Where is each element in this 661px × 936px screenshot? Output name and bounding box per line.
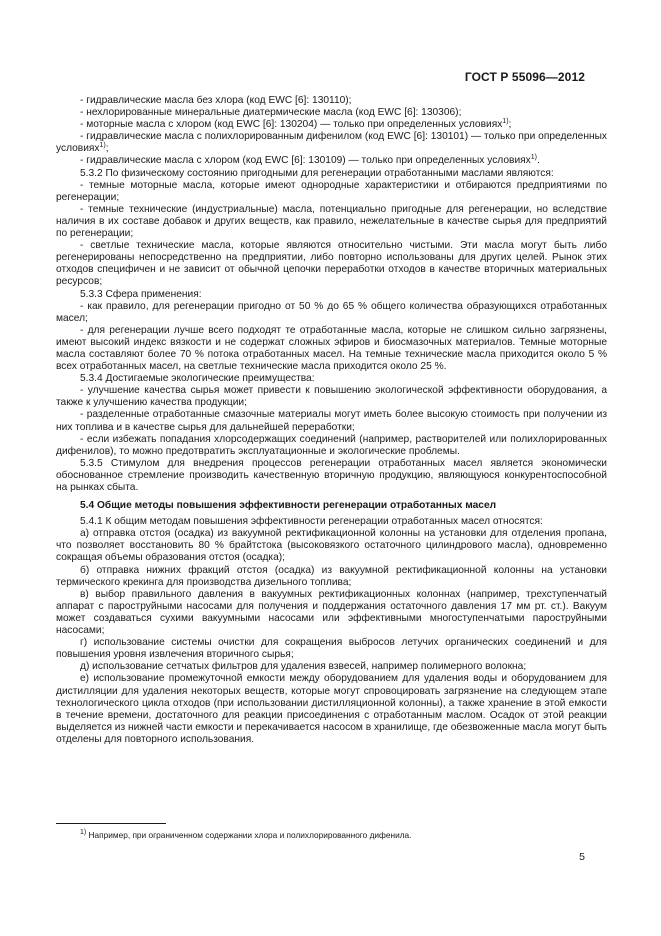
paragraph: 5.4.1 К общим методам повышения эффективности регенерации отработанных масел относятся: [80, 516, 543, 528]
paragraph: - улучшение качества сырья может привести к повышению экологической эффективности оборудования, а также к улучшению качества продукции; [56, 385, 607, 409]
paragraph: г) использование системы очистки для сокращения выбросов летучих органических соединений и для повышения уровня извлечения вторичного сырья; [56, 637, 607, 661]
paragraph: 5.3.5 Стимулом для внедрения процессов регенерации отработанных масел является экономически обоснованное стремление производить качественную вторичную продукцию, являющуюся конкурентоспособной на рынках сбыта. [56, 457, 607, 493]
document-header: ГОСТ Р 55096—2012 [464, 70, 585, 84]
paragraph: д) использование сетчатых фильтров для удаления взвесей, например полимерного волокна; [80, 661, 527, 673]
paragraph: - нехлорированные минеральные диатермические масла (код EWC [6]: 130306); [80, 107, 462, 119]
paragraph: 5.3.2 По физическому состоянию пригодными для регенерации отработанными маслами являются: [80, 167, 554, 179]
paragraph-tail: . [536, 155, 540, 167]
footnote-ref: 1) [530, 154, 537, 162]
paragraph: 5.3.3 Сфера применения: [80, 288, 202, 300]
section-heading: 5.4 Общие методы повышения эффективности регенерации отработанных масел [80, 500, 497, 512]
paragraph: - как правило, для регенерации пригодно от 50 % до 65 % общего количества образующихся отработанных масел; [56, 300, 607, 324]
paragraph-text: - гидравлические масла с хлором (код EWC [6]: 130109) — только при определенных условиях [80, 155, 531, 167]
paragraph-tail: ; [105, 143, 109, 155]
paragraph: е) использование промежуточной емкости между оборудованием для удаления воды и оборудованием для дистилляции для удаления некоторых веществ, которые могут спровоцировать загрязнение на следующем этапе технологического цикла отходов (при использовании дистилляционной колонны), а также хранение в этой емкости в течение времени, достаточного для реакции присоединения с отработанным маслом. Осадок от этой реакции выделяется из нижней части емкости и перекачивается насосом в хранилище, где обезвоженные масла могут быть отделены для повторного использования. [56, 673, 607, 745]
paragraph: - для регенерации лучше всего подходят те отработанные масла, которые не слишком сильно загрязнены, имеют высокий индекс вязкости и не содержат сложных эфиров и биосмазочных материалов. Темные моторные масла составляют более 70 % потока отработанных масел. На темные технические масла приходится около 5 % всех отработанных масел, на светлые технические масла приходится около 25 %. [56, 324, 607, 373]
footnote-ref: 1) [99, 142, 106, 150]
paragraph-text: - моторные масла с хлором (код EWC [6]: 130204) — только при определенных условиях [80, 119, 503, 131]
paragraph: б) отправка нижних фракций отстоя (осадка) из вакуумной ректификационной колонны на установки термического крекинга для производства дизельного топлива; [56, 564, 607, 588]
paragraph: - гидравлические масла без хлора (код EWC [6]: 130110); [80, 95, 352, 106]
footnote-text: Например, при ограниченном содержании хлора и полихлорированного дифенила. [88, 830, 412, 840]
paragraph [56, 131, 607, 155]
paragraph [56, 155, 607, 167]
footnote-divider [56, 823, 166, 824]
paragraph-tail: ; [508, 119, 512, 131]
paragraph: в) выбор правильного давления в вакуумных ректификационных колоннах (например, трехступенчатый аппарат с пароструйными насосами для получения и поддержания остаточного давления 17 мм рт. ст.). Вакуум может создаваться сухими вакуумными насосами или эффективными многоступенчатыми пароструйными насосами; [56, 588, 607, 637]
paragraph-text: - гидравлические масла с полихлорированным дифенилом (код EWC [6]: 130101) — только при определенных условиях [56, 131, 607, 155]
paragraph: а) отправка отстоя (осадка) из вакуумной ректификационной колонны на установки для отделения пропана, что позволяет восстановить 80 % брайтстока (высоковязкого остаточного цилиндрового масла), одновременно сокращая объемы образования отстоя (осадка); [56, 528, 607, 564]
footnote-ref: 1) [502, 118, 509, 126]
paragraph: 5.3.4 Достигаемые экологические преимущества: [80, 373, 315, 385]
page-number: 5 [579, 851, 585, 863]
footnote [80, 830, 600, 840]
paragraph: - светлые технические масла, которые являются относительно чистыми. Эти масла могут быть либо регенерированы непосредственно на предприятии, либо повторно использованы для других целей. Рынок этих отходов специфичен и не зависит от обычной цепочки переработки отходов в качестве вторичных материальных ресурсов; [56, 240, 607, 288]
paragraph: - темные моторные масла, которые имеют однородные характеристики и отбираются предприятиями по регенерации; [56, 179, 607, 203]
paragraph [56, 119, 607, 131]
footnote-marker: 1) [80, 829, 87, 836]
paragraph: - если избежать попадания хлорсодержащих соединений (например, растворителей или полихлорированных дифенилов), то можно предотвратить эксплуатационные и экологические проблемы. [56, 433, 607, 457]
paragraph: - темные технические (индустриальные) масла, потенциально пригодные для регенерации, но вследствие наличия в их составе добавок и других веществ, как правило, нежелательные в качестве сырья для предприятий по регенерации; [56, 203, 607, 240]
body-text [56, 95, 607, 746]
paragraph: - разделенные отработанные смазочные материалы могут иметь более высокую стоимость при получении из них топлива и в качестве сырья для дальнейшей переработки; [56, 409, 607, 433]
